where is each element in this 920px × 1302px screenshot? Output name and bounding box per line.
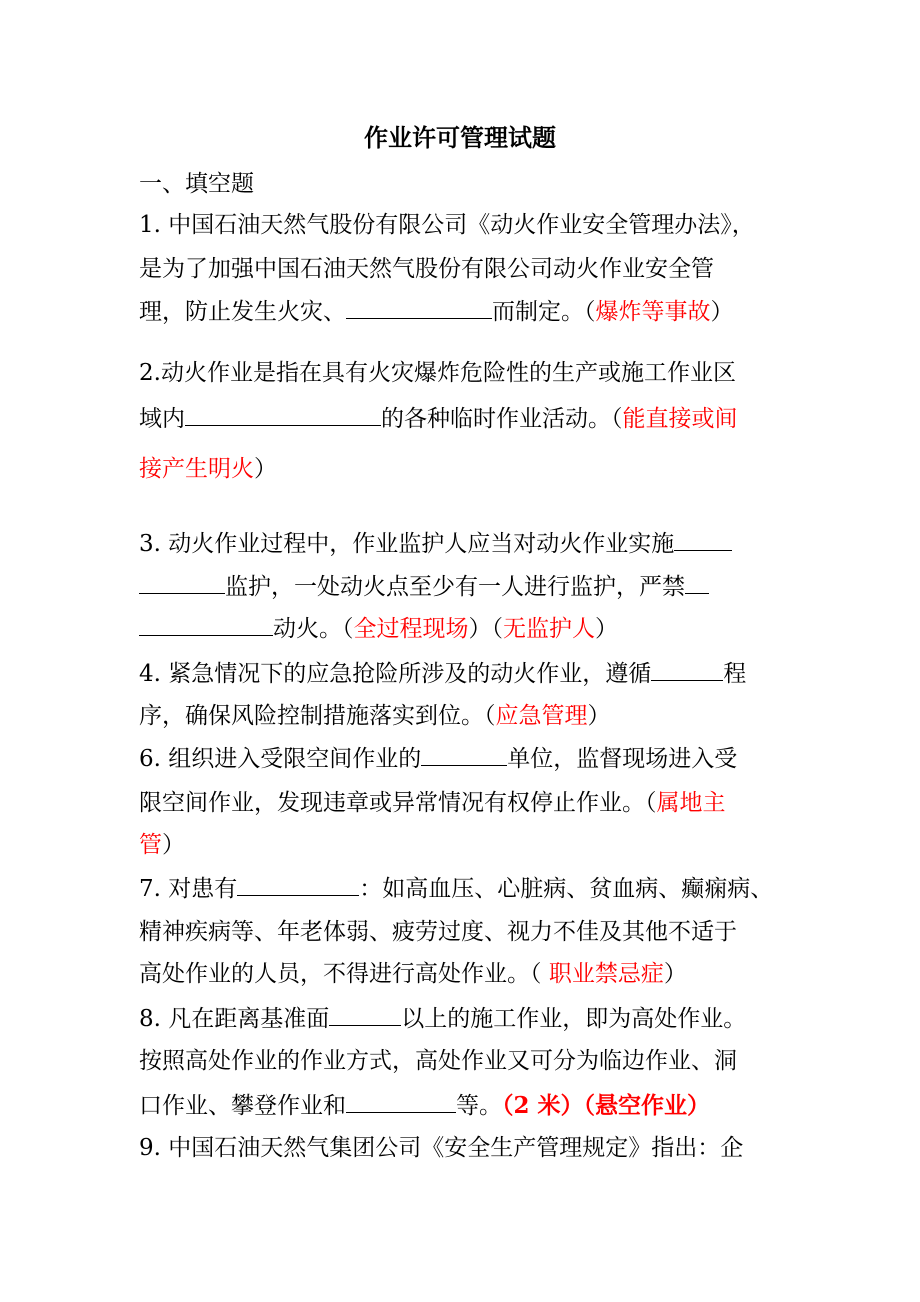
q2-blank: [185, 405, 381, 426]
q8-text-a: 8. 凡在距离基准面: [139, 1006, 330, 1032]
q8-text-b: 以上的施工作业，即为高处作业。: [401, 1006, 747, 1032]
q8-line2: 按照高处作业的作业方式，高处作业又可分为临边作业、洞: [139, 1048, 737, 1074]
q7-line3: [139, 956, 788, 992]
q6-answer-part2: 管: [139, 832, 162, 858]
q6-text-d: ）: [162, 832, 185, 858]
q4-line2: [139, 698, 788, 734]
q9-line1: 9. 中国石油天然气集团公司《安全生产管理规定》指出：企: [139, 1135, 744, 1161]
q7-line1: [139, 871, 788, 907]
q8-answer: （2 米）（悬空作业）: [502, 1092, 711, 1119]
q3-line1: [139, 526, 788, 562]
q1-text-a: 理，防止发生火灾、: [139, 299, 346, 325]
q2-text-b: 的各种临时作业活动。（: [381, 406, 623, 432]
q2-answer-part2: 接产生明火: [139, 456, 254, 482]
q3-text-mid: ）（: [468, 616, 503, 642]
q3-answer2: 无监护人: [503, 616, 595, 642]
q1-line1: 1. 中国石油天然气股份有限公司《动火作业安全管理办法》，: [139, 212, 755, 238]
q6-text-a: 6. 组织进入受限空间作业的: [139, 746, 422, 772]
q7-text-a: 7. 对患有: [139, 876, 238, 902]
q8-line3: [139, 1088, 788, 1124]
q8-text-d: 等。: [456, 1093, 502, 1119]
q1-answer: 爆炸等事故: [595, 299, 711, 325]
q4-blank: [651, 660, 723, 681]
q8-line1: [139, 1001, 788, 1037]
q2-text-c: ）: [254, 456, 277, 482]
q6-text-c: 限空间作业，发现违章或异常情况有权停止作业。（: [139, 790, 657, 816]
q4-answer: 应急管理: [495, 703, 588, 729]
q6-line2: [139, 785, 788, 821]
q3-line3: [139, 611, 788, 647]
q4-text-b: 程: [723, 661, 747, 687]
q1-line3: [139, 294, 788, 330]
q6-blank: [421, 745, 507, 766]
q7-line2: 精神疾病等、年老体弱、疲劳过度、视力不佳及其他不适于: [139, 919, 737, 945]
q7-text-c: 高处作业的人员，不得进行高处作业。（: [139, 961, 549, 987]
q7-text-d: ）: [663, 961, 687, 987]
q1-text-c: ）: [710, 299, 734, 325]
q6-text-b: 单位，监督现场进入受: [507, 746, 738, 772]
q6-line1: [139, 741, 788, 777]
section-heading: 一、填空题: [139, 171, 254, 197]
q8-text-c: 口作业、攀登作业和: [139, 1093, 346, 1119]
q8-blank2: [346, 1092, 456, 1113]
q3-blank2-end: [139, 615, 273, 636]
q3-blank2-start: [685, 573, 709, 594]
q8-blank1: [329, 1005, 401, 1026]
page-title: 作业许可管理试题: [364, 123, 556, 152]
q7-text-b: ：如高血压、心脏病、贫血病、癫痫病、: [359, 876, 774, 902]
q2-answer-part1: 能直接或间: [622, 406, 738, 432]
q3-line2: [139, 569, 788, 605]
q2-line2: [139, 401, 788, 437]
q3-text-c: 动火。（: [273, 616, 354, 642]
q6-line3: [139, 827, 788, 863]
q7-answer: 职业禁忌症: [548, 961, 664, 987]
q1-text-b: 而制定。（: [492, 299, 596, 325]
q3-text-b: 监护，一处动火点至少有一人进行监护，严禁: [225, 574, 685, 600]
q2-text-a: 域内: [139, 406, 185, 432]
q4-text-c: 序，确保风险控制措施落实到位。（: [139, 703, 496, 729]
q4-text-a: 4. 紧急情况下的应急抢险所涉及的动火作业，遵循: [139, 661, 652, 687]
q3-text-a: 3. 动火作业过程中，作业监护人应当对动火作业实施: [139, 531, 675, 557]
q1-blank: [346, 298, 492, 319]
q2-line1: 2.动火作业是指在具有火灾爆炸危险性的生产或施工作业区: [139, 360, 736, 386]
q3-text-end: ）: [595, 616, 618, 642]
q1-line2: 是为了加强中国石油天然气股份有限公司动火作业安全管: [139, 256, 714, 282]
q3-blank1-end: [139, 573, 225, 594]
q4-line1: [139, 656, 788, 692]
q3-answer1: 全过程现场: [353, 616, 469, 642]
q6-answer-part1: 属地主: [656, 790, 726, 816]
q2-line3: [139, 451, 788, 487]
q7-blank: [237, 875, 359, 896]
q3-blank1-start: [674, 530, 732, 551]
q4-text-d: ）: [587, 703, 611, 729]
